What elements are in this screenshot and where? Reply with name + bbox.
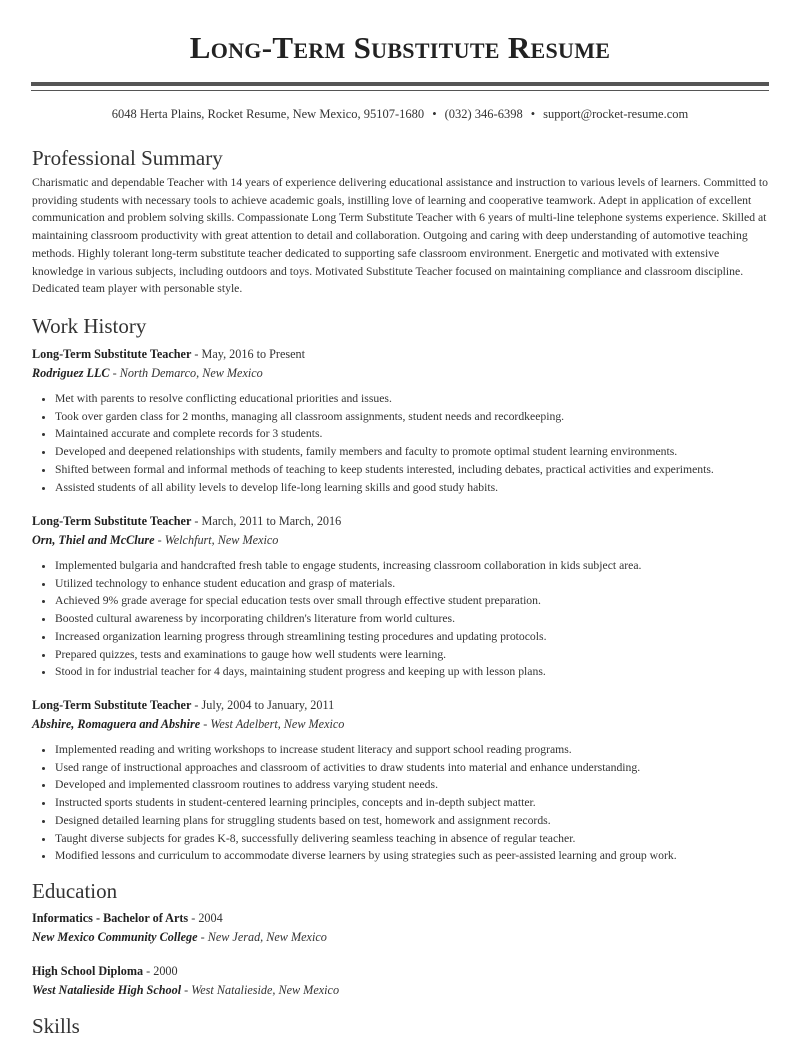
job-entry: [32, 512, 769, 681]
job-bullets: [32, 741, 769, 865]
company-line: Orn, Thiel and McClure - Welchfurt, New Mexico: [32, 533, 279, 547]
degree-year: 2004: [198, 911, 223, 925]
education-entry: [32, 962, 769, 1000]
company-name: Orn, Thiel and McClure: [32, 533, 155, 547]
degree-name: Informatics - Bachelor of Arts: [32, 911, 189, 925]
job-bullet: • Implemented bulgaria and handcrafted fresh table to engage students, increasing classroom collaboration in kids subject area.: [55, 557, 769, 575]
education-heading: Education: [32, 879, 118, 903]
job-title-line: Long-Term Substitute Teacher - May, 2016 to Present: [32, 347, 305, 361]
job-bullet: • Assisted students of all ability levels to develop life-long learning skills and good study habits.: [55, 479, 769, 497]
school-location: New Jerad, New Mexico: [207, 930, 327, 944]
job-dates: July, 2004 to January, 2011: [201, 698, 335, 712]
job-dates: May, 2016 to Present: [201, 347, 305, 361]
resume-title: Long-Term Substitute Resume: [189, 30, 611, 65]
school-line: West Natalieside High School - West Natalieside, New Mexico: [32, 983, 340, 997]
contact-line: [0, 107, 800, 122]
job-bullet: • Designed detailed learning plans for struggling students based on test, homework and assignment records.: [55, 812, 769, 830]
job-bullet: • Stood in for industrial teacher for 4 days, maintaining student progress and keeping up with lesson plans.: [55, 663, 769, 681]
summary-heading: Professional Summary: [32, 146, 223, 170]
job-bullet: • Achieved 9% grade average for special education tests over small through effective student preparation.: [55, 592, 769, 610]
school-line: New Mexico Community College - New Jerad, New Mexico: [32, 930, 327, 944]
job-bullet: • Developed and deepened relationships with students, family members and faculty to promote optimal student learning environments.: [55, 443, 769, 461]
contact-separator: •: [432, 107, 437, 121]
school-name: New Mexico Community College: [32, 930, 198, 944]
company-location: West Adelbert, New Mexico: [210, 717, 345, 731]
job-bullet: • Utilized technology to enhance student education and grasp of materials.: [55, 575, 769, 593]
degree-name: High School Diploma: [32, 964, 144, 978]
job-bullet: • Shifted between formal and informal methods of teaching to keep students interested, including debates, practical activities and experiments.: [55, 461, 769, 479]
job-entry: [32, 345, 769, 496]
job-bullets: [32, 390, 769, 496]
job-title: Long-Term Substitute Teacher: [32, 514, 192, 528]
company-location: Welchfurt, New Mexico: [164, 533, 279, 547]
job-title: Long-Term Substitute Teacher: [32, 698, 192, 712]
job-bullet: • Maintained accurate and complete records for 3 students.: [55, 425, 769, 443]
job-dates: March, 2011 to March, 2016: [201, 514, 342, 528]
company-location: North Demarco, New Mexico: [119, 366, 263, 380]
skills-heading: Skills: [32, 1014, 80, 1038]
job-bullet: • Met with parents to resolve conflicting educational priorities and issues.: [55, 390, 769, 408]
summary-text: Charismatic and dependable Teacher with 14 years of experience delivering educational assistance and instruction to various levels of learners. Committed to providing students with necessary tools to achieve academic goals, instilling love of learning and cooperative teamwork. Adept in application of excellent communication and problem solving skills. Compassionate Long Term Substitute Teacher with 6 years of multi-line telephone systems experience. Skilled at maintaining classroom productivity with great attention to detail and collaboration. Outgoing and caring with deep understanding of automotive teaching methods. Highly tolerant long-term substitute teacher dedicated to supporting safe classroom environment. Energetic and motivated with extensive knowledge in various subjects, including outdoors and toys. Motivated Substitute Teacher focused on maintaining compliance and classroom discipline. Dedicated team player with personable style.: [32, 176, 769, 296]
work-history-section: [32, 313, 769, 339]
job-bullet: • Instructed sports students in student-centered learning principles, concepts and in-depth subject matter.: [55, 794, 769, 812]
contact-email: support@rocket-resume.com: [543, 107, 689, 121]
work-history-heading: Work History: [32, 314, 147, 338]
job-bullet: • Boosted cultural awareness by incorporating children's literature from world cultures.: [55, 610, 769, 628]
degree-year: 2000: [153, 964, 178, 978]
contact-address: 6048 Herta Plains, Rocket Resume, New Mexico, 95107-1680: [111, 107, 425, 121]
header-rule-thin: [31, 90, 769, 91]
job-bullet: • Took over garden class for 2 months, managing all classroom assignments, student needs and recordkeeping.: [55, 408, 769, 426]
degree-line: High School Diploma - 2000: [32, 964, 178, 978]
job-bullet: • Prepared quizzes, tests and examinations to gauge how well students were learning.: [55, 646, 769, 664]
skills-section: [32, 1013, 769, 1039]
job-bullet: • Increased organization learning progress through streamlining testing procedures and updating protocols.: [55, 628, 769, 646]
job-title-line: Long-Term Substitute Teacher - March, 2011 to March, 2016: [32, 514, 342, 528]
summary-section: [32, 145, 769, 298]
contact-separator: •: [530, 107, 536, 121]
job-bullet: • Implemented reading and writing workshops to increase student literacy and support school reading programs.: [55, 741, 769, 759]
job-bullets: [32, 557, 769, 681]
company-name: Abshire, Romaguera and Abshire: [32, 717, 201, 731]
job-bullet: • Developed and implemented classroom routines to address varying student needs.: [55, 776, 769, 794]
school-name: West Natalieside High School: [32, 983, 182, 997]
job-bullet: • Modified lessons and curriculum to accommodate diverse learners by using strategies such as peer-assisted learning and group work.: [55, 847, 769, 865]
job-title: Long-Term Substitute Teacher: [32, 347, 192, 361]
job-title-line: Long-Term Substitute Teacher - July, 2004 to January, 2011: [32, 698, 335, 712]
company-name: Rodriguez LLC: [32, 366, 110, 380]
header-rule-thick: [31, 82, 769, 86]
company-line: Abshire, Romaguera and Abshire - West Adelbert, New Mexico: [32, 717, 345, 731]
education-entry: [32, 909, 769, 947]
degree-line: Informatics - Bachelor of Arts - 2004: [32, 911, 223, 925]
education-section: [32, 878, 769, 904]
job-bullet: • Used range of instructional approaches and classroom of activities to draw students into material and enhance understanding.: [55, 759, 769, 777]
school-location: West Natalieside, New Mexico: [191, 983, 340, 997]
contact-phone: (032) 346-6398: [444, 107, 523, 121]
job-bullet: • Taught diverse subjects for grades K-8, successfully delivering seamless teaching in absence of regular teacher.: [55, 830, 769, 848]
job-entry: [32, 696, 769, 865]
company-line: Rodriguez LLC - North Demarco, New Mexico: [32, 366, 263, 380]
